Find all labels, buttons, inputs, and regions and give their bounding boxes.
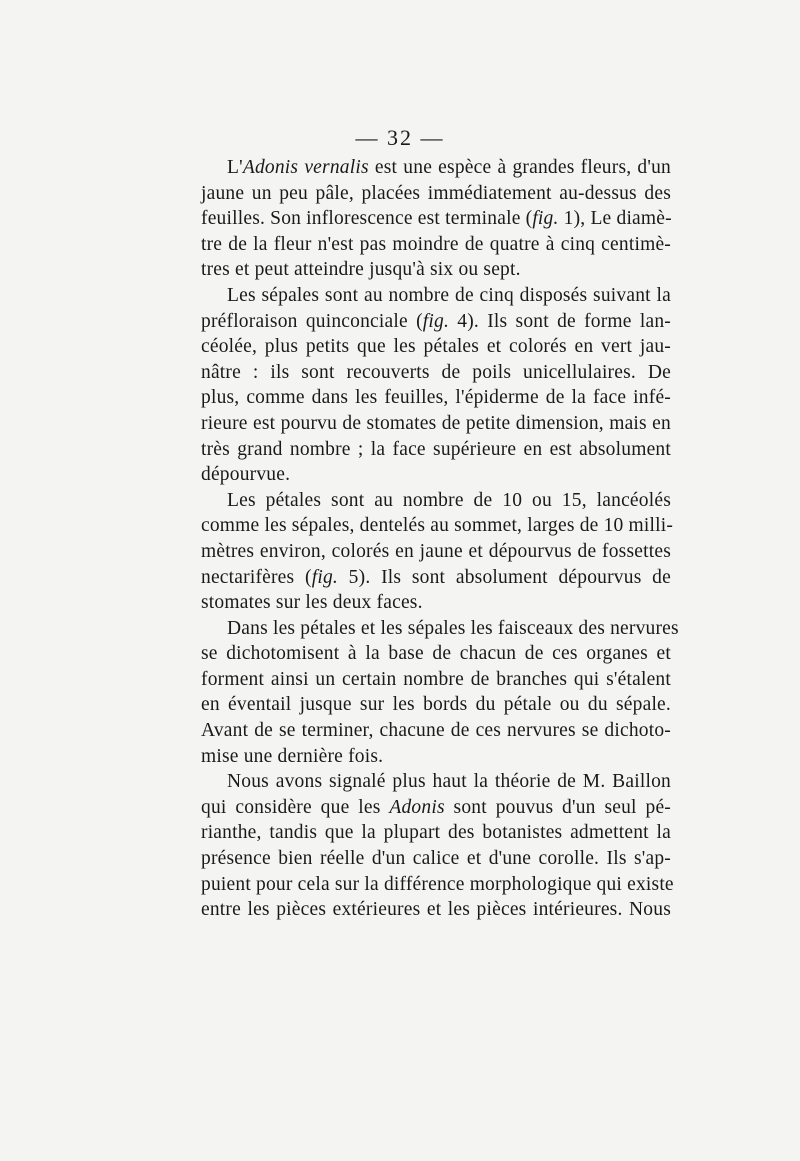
text-line — [201, 846, 671, 872]
text-run: se dichotomisent à la base de chacun de ces organes et — [201, 643, 671, 665]
text-line — [201, 641, 671, 667]
text-run: comme les sépales, dentelés au sommet, larges de 10 milli- — [201, 515, 674, 537]
text-run: rianthe, tandis que la plupart des botanistes admettent la — [201, 822, 671, 844]
text-run: sont pouvus d'un seul pé- — [444, 796, 671, 818]
text-line — [201, 155, 671, 181]
text-run: forment ainsi un certain nombre de branches qui s'étalent — [201, 668, 671, 690]
text-run: Nous avons signalé plus haut la théorie de M. Baillon — [227, 771, 671, 793]
italic-text: Adonis — [389, 796, 445, 818]
text-run: plus, comme dans les feuilles, l'épiderme de la face infé- — [201, 387, 671, 409]
text-line — [201, 513, 674, 539]
text-run: est une espèce à grandes fleurs, d'un — [368, 157, 671, 178]
text-run: jaune un peu pâle, placées immédiatement au-dessus des — [201, 182, 671, 204]
text-run: feuilles. Son inflorescence est terminale ( — [201, 208, 533, 230]
italic-text: fig. — [311, 566, 338, 588]
text-line — [201, 616, 679, 642]
text-run: dépourvue. — [201, 464, 291, 486]
text-line — [201, 590, 671, 616]
text-line — [201, 692, 671, 718]
italic-text: Adonis vernalis — [242, 157, 369, 178]
text-run: préfloraison quinconciale ( — [201, 310, 423, 332]
text-run: rieure est pourvu de stomates de petite dimension, mais en — [201, 412, 671, 434]
body-text — [201, 155, 679, 923]
text-line — [201, 795, 671, 821]
text-run: 1), Le diamè- — [558, 208, 672, 230]
text-run: puient pour cela sur la différence morphologique qui existe — [201, 873, 674, 895]
text-line — [201, 820, 671, 846]
text-line — [201, 769, 671, 795]
paragraph — [201, 488, 674, 616]
paragraph — [201, 616, 679, 770]
text-line — [201, 283, 671, 309]
italic-text: fig. — [422, 310, 450, 332]
text-line — [201, 897, 671, 923]
text-line — [201, 206, 671, 232]
text-line — [201, 257, 671, 283]
text-run: très grand nombre ; la face supérieure en est absolument — [201, 438, 671, 460]
text-line — [201, 309, 671, 335]
paragraph — [201, 283, 671, 488]
text-line — [201, 334, 671, 360]
paragraph — [201, 769, 674, 923]
text-line — [201, 385, 671, 411]
text-run: mètres environ, colorés en jaune et dépourvus de fossettes — [201, 540, 671, 562]
text-run: Dans les pétales et les sépales les faisceaux des nervures — [227, 617, 679, 639]
text-run: stomates sur les deux faces. — [201, 592, 423, 614]
text-run: 4). Ils sont de forme lan- — [449, 310, 671, 332]
text-run: Les sépales sont au nombre de cinq disposés suivant la — [227, 284, 671, 306]
text-line — [201, 718, 671, 744]
text-run: entre les pièces extérieures et les pièces intérieures. Nous — [201, 899, 671, 921]
text-run: nectarifères ( — [201, 566, 312, 588]
text-line — [201, 744, 671, 770]
text-line — [201, 411, 671, 437]
text-line — [201, 232, 671, 258]
text-line — [201, 488, 671, 514]
paragraph — [201, 155, 671, 283]
text-run: L' — [227, 157, 243, 178]
text-run: en éventail jusque sur les bords du pétale ou du sépale. — [201, 694, 671, 716]
italic-text: fig. — [532, 208, 559, 230]
text-run: Les pétales sont au nombre de 10 ou 15, lancéolés — [227, 489, 671, 511]
page-number: — 32 — — [355, 125, 445, 150]
text-run: tres et peut atteindre jusqu'à six ou sept. — [201, 259, 521, 281]
text-line — [201, 181, 671, 207]
text-run: 5). Ils sont absolument dépourvus de — [337, 566, 671, 588]
text-line — [201, 539, 671, 565]
text-run: mise une dernière fois. — [201, 745, 384, 767]
text-line — [201, 565, 671, 591]
text-run: qui considère que les — [201, 796, 390, 818]
text-line — [201, 667, 671, 693]
text-line — [201, 872, 674, 898]
text-run: céolée, plus petits que les pétales et colorés en vert jau- — [201, 336, 671, 358]
text-run: nâtre : ils sont recouverts de poils unicellulaires. De — [201, 361, 671, 383]
text-line — [201, 437, 671, 463]
text-line — [201, 462, 671, 488]
text-run: présence bien réelle d'un calice et d'une corolle. Ils s'ap- — [201, 848, 671, 870]
text-run: tre de la fleur n'est pas moindre de quatre à cinq centimè- — [201, 233, 671, 255]
text-line — [201, 360, 671, 386]
text-run: Avant de se terminer, chacune de ces nervures se dichoto- — [201, 720, 671, 742]
